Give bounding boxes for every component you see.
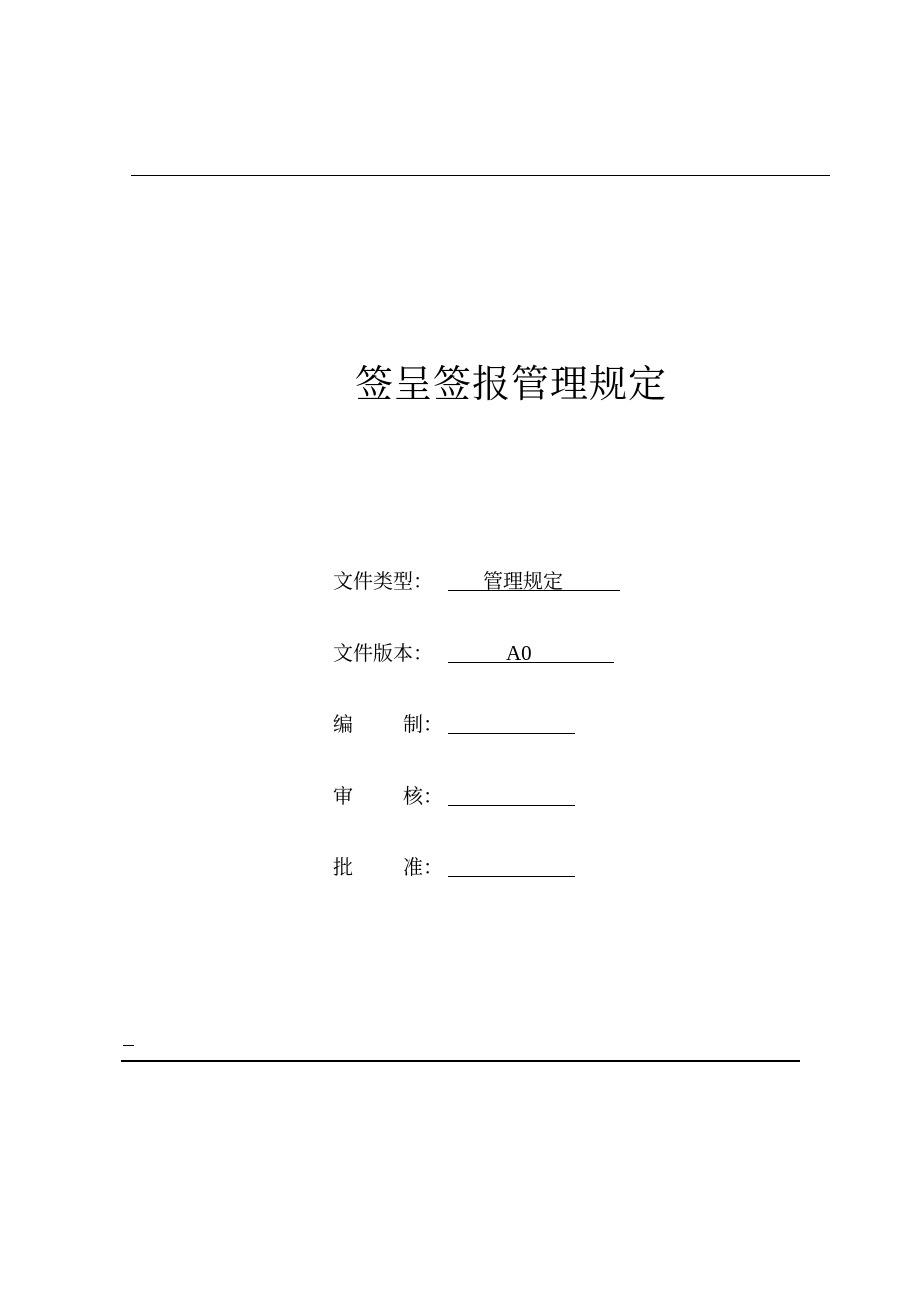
doc-type-label: 文件类型： xyxy=(333,569,433,593)
doc-type-value-line xyxy=(448,566,620,591)
reviewed-by-value-line xyxy=(448,781,575,806)
approved-by-value-line xyxy=(448,852,575,877)
bottom-rule xyxy=(121,1060,800,1062)
doc-version-value: A0 xyxy=(506,641,532,665)
top-rule xyxy=(131,175,830,176)
doc-type-value: 管理规定 xyxy=(483,569,563,593)
doc-version-label: 文件版本： xyxy=(333,641,433,665)
document-title: 签呈签报管理规定 xyxy=(355,362,668,406)
footer-dash-mark xyxy=(123,1045,134,1046)
doc-version-value-line xyxy=(448,638,614,663)
prepared-by-value-line xyxy=(448,709,575,734)
